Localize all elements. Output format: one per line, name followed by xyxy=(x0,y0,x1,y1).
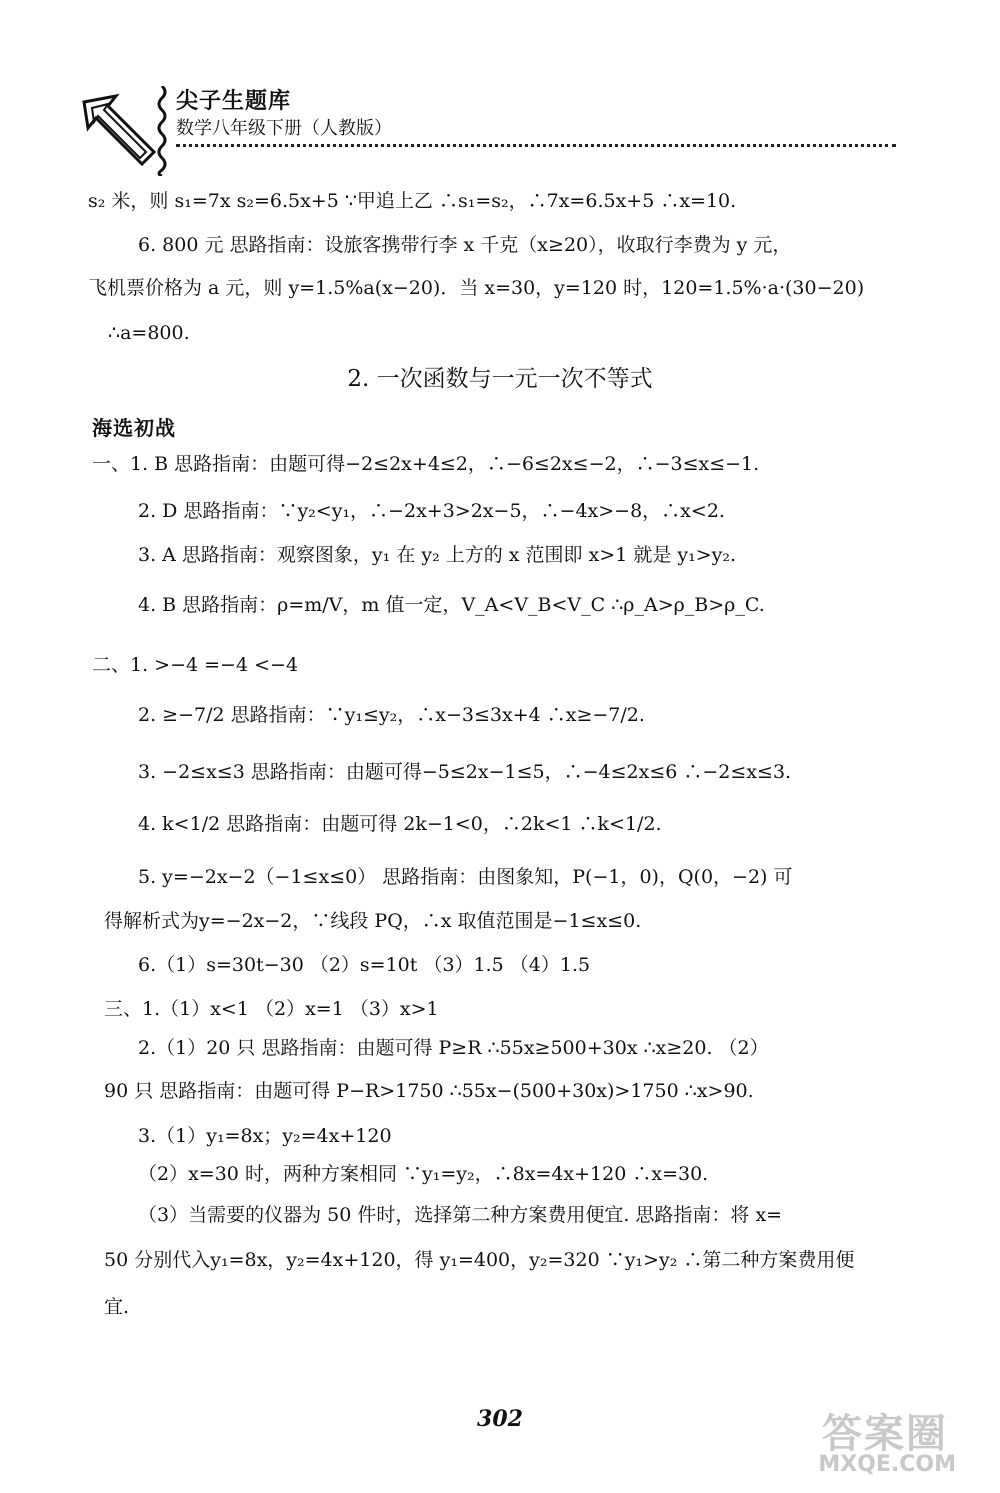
watermark-text: 答案圈 xyxy=(822,1411,948,1457)
header-divider xyxy=(176,144,896,147)
page-header xyxy=(80,78,900,178)
answer-line: 5. y=−2x−2（−1≤x≤0） 思路指南：由图象知，P(−1，0)，Q(0，−2) 可 xyxy=(138,866,793,888)
answer-line: 宜. xyxy=(104,1296,130,1318)
book-subtitle: 数学八年级下册（人教版） xyxy=(176,118,392,139)
text-line: 6. 800 元 思路指南：设旅客携带行李 x 千克（x≥20），收取行李费为 y 元， xyxy=(138,234,792,256)
answer-line: 3. A 思路指南：观察图象，y₁ 在 y₂ 上方的 x 范围即 x>1 就是 y₁>y₂. xyxy=(138,544,737,566)
answer-line: 一、1. B 思路指南：由题可得−2≤2x+4≤2，∴−6≤2x≤−2，∴−3≤x≤−1. xyxy=(92,453,760,475)
answer-line: （3）当需要的仪器为 50 件时，选择第二种方案费用便宜. 思路指南：将 x= xyxy=(138,1204,783,1226)
text-line: 飞机票价格为 a 元，则 y=1.5%a(x−20)．当 x=30，y=120 时，120=1.5%·a·(30−20) xyxy=(88,277,865,299)
page-number: 302 xyxy=(477,1406,523,1432)
section-heading: 海选初战 xyxy=(92,416,176,440)
answer-line: 三、1.（1）x<1 （2）x=1 （3）x>1 xyxy=(104,998,439,1020)
answer-line: 4. B 思路指南：ρ=m/V，m 值一定，V_A<V_B<V_C ∴ρ_A>ρ_B>ρ_C. xyxy=(138,594,765,616)
book-brand: 尖子生题库 xyxy=(176,89,292,114)
answer-line: 3. −2≤x≤3 思路指南：由题可得−5≤2x−1≤5，∴−4≤2x≤6 ∴−2≤x≤3. xyxy=(138,761,792,783)
text-line: s₂ 米，则 s₁=7x s₂=6.5x+5 ∵甲追上乙 ∴s₁=s₂，∴7x=6.5x+5 ∴x=10. xyxy=(88,190,737,212)
arrow-icon xyxy=(80,92,160,172)
answer-line: 3.（1）y₁=8x；y₂=4x+120 xyxy=(138,1125,392,1147)
answer-line: 50 分别代入y₁=8x，y₂=4x+120，得 y₁=400，y₂=320 ∵y₁>y₂ ∴第二种方案费用便 xyxy=(104,1249,855,1271)
wavy-divider-icon xyxy=(156,86,168,176)
answer-line: 2.（1）20 只 思路指南：由题可得 P≥R ∴55x≥500+30x ∴x≥20. （2） xyxy=(138,1037,769,1059)
answer-line: 得解析式为y=−2x−2，∵线段 PQ，∴x 取值范围是−1≤x≤0. xyxy=(104,910,642,932)
text-line: ∴a=800. xyxy=(108,322,190,344)
section-title: 2. 一次函数与一元一次不等式 xyxy=(347,366,653,392)
answer-line: 2. D 思路指南：∵y₂<y₁，∴−2x+3>2x−5，∴−4x>−8，∴x<2. xyxy=(138,500,725,522)
watermark-logo xyxy=(776,1402,966,1482)
answer-line: 4. k<1/2 思路指南：由题可得 2k−1<0，∴2k<1 ∴k<1/2. xyxy=(138,813,662,835)
watermark-url: MXQE.COM xyxy=(818,1452,956,1477)
answer-line: （2）x=30 时，两种方案相同 ∵y₁=y₂，∴8x=4x+120 ∴x=30. xyxy=(138,1163,709,1185)
answer-line: 二、1. >−4 =−4 <−4 xyxy=(92,654,299,676)
answer-line: 6.（1）s=30t−30 （2）s=10t （3）1.5 （4）1.5 xyxy=(138,954,591,976)
answer-line: 2. ≥−7/2 思路指南：∵y₁≤y₂，∴x−3≤3x+4 ∴x≥−7/2. xyxy=(138,704,645,726)
answer-line: 90 只 思路指南：由题可得 P−R>1750 ∴55x−(500+30x)>1750 ∴x>90. xyxy=(104,1080,754,1102)
